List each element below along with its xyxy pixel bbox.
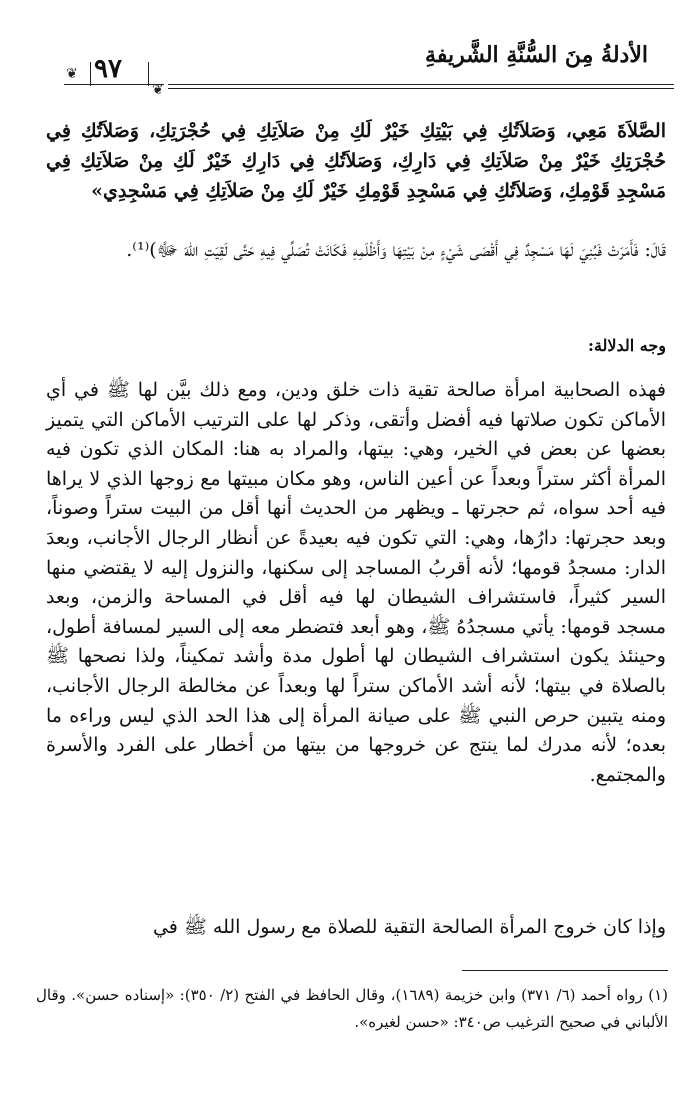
header-rule-right <box>168 84 674 85</box>
footnote: (١) رواه أحمد (٦/ ٣٧١) وابن خزيمة (١٦٨٩)، وقال الحافظ في الفتح (٢/ ٣٥٠): «إسناده حسن». وقال الألباني في صحيح الترغيب ص٣٤٠: «حسن لغيره». <box>36 986 668 1031</box>
header-rule-left <box>64 84 164 85</box>
page-number-frame-right <box>148 62 149 86</box>
leaf-ornament-icon: ❦ <box>66 66 78 82</box>
section-heading: وجه الدلالة: <box>588 336 666 355</box>
running-title: الأدلةُ مِنَ السُّنَّةِ الشَّريفةِ <box>425 42 648 68</box>
narrator-text: قَالَ: فَأَمَرَتْ فَبُنِيَ لَهَا مَسْجِدٌ فِي أَقْصَى شَيْءٍ مِنْ بَيْتِهَا وَأَظْلَمِهِ فَكَانَتْ تُصَلِّي فِيهِ حَتَّى لَقِيَتِ اللهَ ﷻ)⁽¹⁾. <box>126 239 666 261</box>
page-number-frame-left <box>90 62 91 86</box>
body-paragraph: فهذه الصحابية امرأة صالحة تقية ذات خلق ودين، ومع ذلك بيَّن لها ﷺ في أي الأماكن تكون صلاتها فيه أفضل وأتقى، وذكر لها على الترتيب الأماكن التي يتميز بعضها عن بعض في الخير، وهي: بيتها، والمراد به هنا: المكان الذي تكون فيه المرأة أكثر ستراً وبعداً عن أعين الناس، وهو مكان مبيتها مع زوجها الذي لا يراها فيه أحد سواه، ثم حجرتها ـ ويظهر من الحديث أنها أقل من البيت ستراً وصوناً، وبعد حجرتها: دارُها، وهي: التي تكون فيه بعيدةً عن أنظار الرجال الأجانب، وبعدَ الدار: مسجدُ قومها؛ لأنه أقربُ المساجد إلى سكنها، والنزول إليه لا يقتضي منها السير كثيراً، فاستشراف الشيطان لها فيه أقل في المساحة والزمن، وبعد مسجد قومها: يأتي مسجدُهُ ﷺ، وهو أبعد فتضطر معه إلى السير لمسافة أطول، وحينئذ يكون استشراف الشيطان لها أطول مدة وأشد تمكيناً، ولذا نصحها ﷺ بالصلاة في بيتها؛ لأنه أشد الأماكن ستراً لها وبعداً عن مخالطة الرجال الأجانب، ومنه يتبين حرص النبي ﷺ على صيانة المرأة إلى هذا الحد الذي ليس وراءه ما بعده؛ لأنه مدرك لما ينتج عن خروجها من بيتها من أخطار على الفرد والأسرة والمجتمع. <box>46 379 666 786</box>
footnote-separator <box>462 970 668 971</box>
page-number: ٩٧ <box>94 54 122 84</box>
leaf-ornament-icon: ❦ <box>152 82 164 98</box>
body-paragraph: وإذا كان خروج المرأة الصالحة التقية للصلاة مع رسول الله ﷺ في <box>152 916 666 938</box>
hadith-quote: الصَّلاَةَ مَعِي، وَصَلاَتُكِ فِي بَيْتِكِ خَيْرٌ لَكِ مِنْ صَلاَتِكِ فِي حُجْرَتِكِ، وَصَلاَتُكِ فِي حُجْرَتِكِ خَيْرٌ مِنْ صَلاَتِكِ فِي دَارِكِ، وَصَلاَتُكِ فِي دَارِكِ خَيْرٌ لَكِ مِنْ صَلاَتِكِ فِي مَسْجِدِ قَوْمِكِ، وَصَلاَتُكِ فِي مَسْجِدِ قَوْمِكِ خَيْرٌ لَكِ مِنْ صَلاَتِكِ فِي مَسْجِدِي» <box>46 120 666 202</box>
header-rule-double <box>168 88 674 89</box>
